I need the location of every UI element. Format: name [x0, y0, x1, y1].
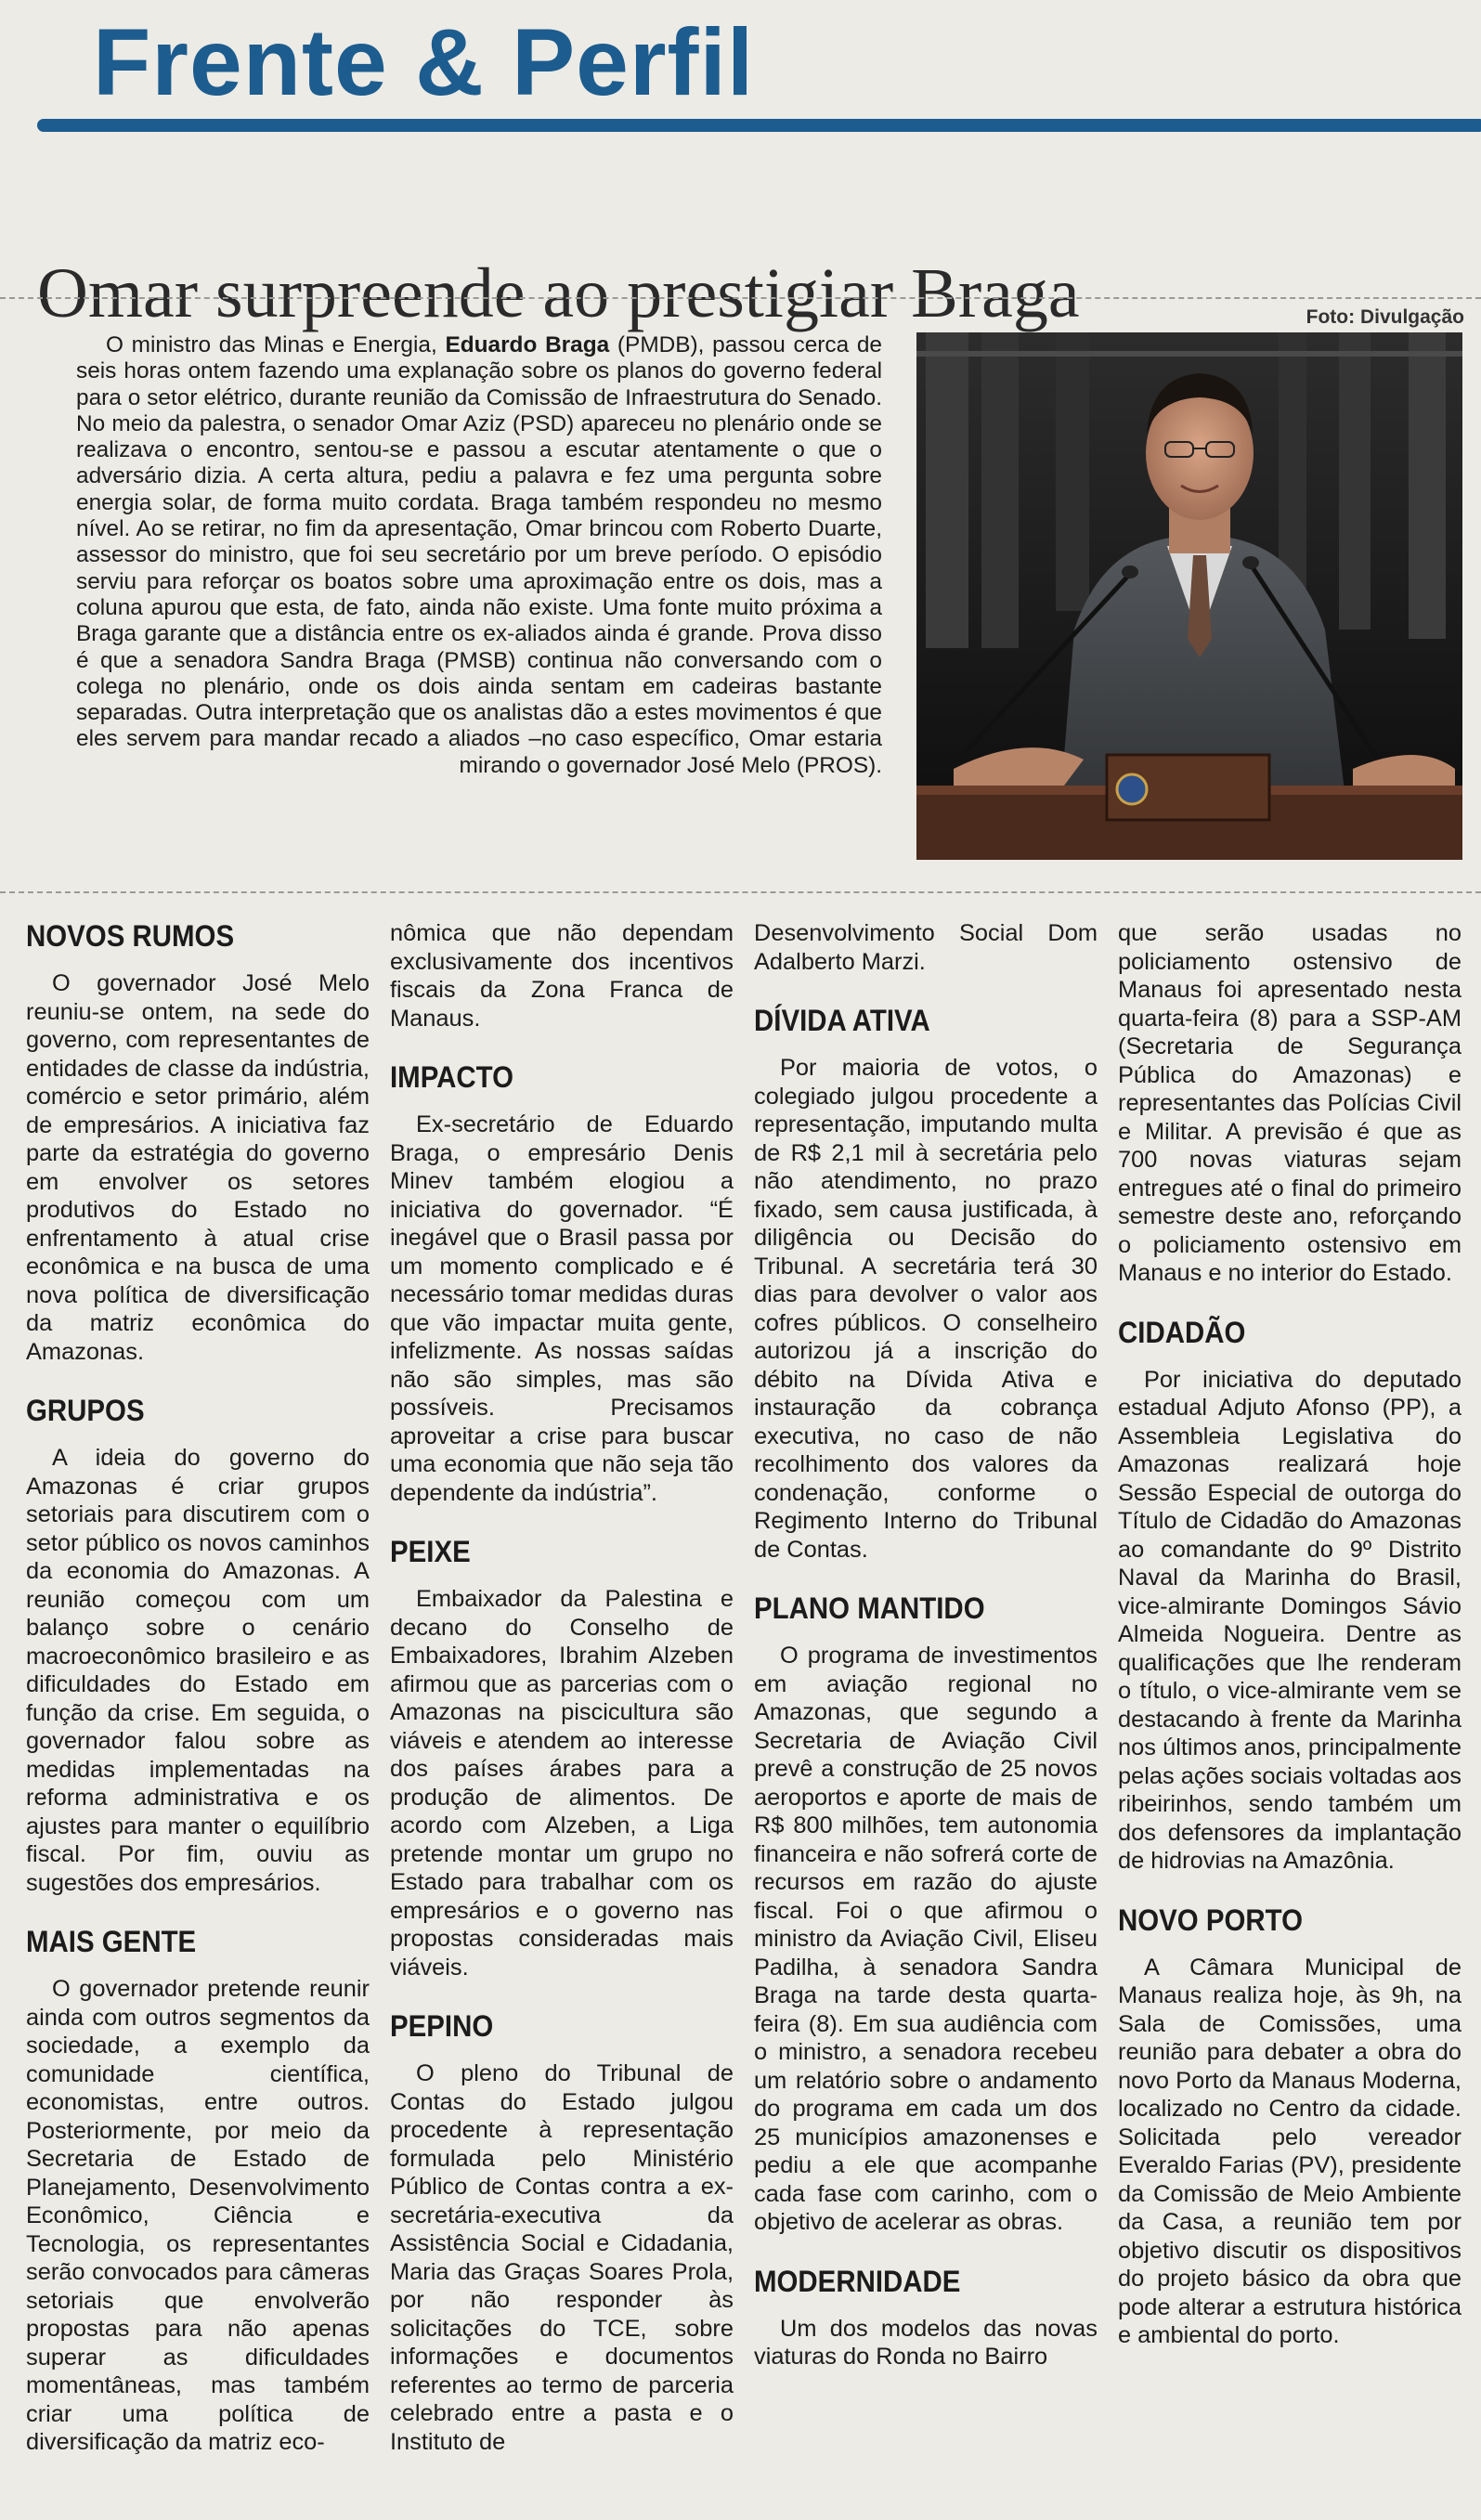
section-text-novos-rumos: O governador José Melo reuniu-se ontem, na sede do governo, com representantes de entidades de classe da indústria, comércio e setor primário, além de empresários. A iniciativa faz parte da estratégia do governo em envolver os setores produtivos do Estado no enfrentamento à atual crise econômica e na busca de uma nova política de diversificação da matriz econômica do Amazonas. — [26, 970, 370, 1365]
headline: Omar surpreende ao prestigiar Braga — [37, 253, 1080, 332]
lead-text-part2: (PMDB), passou cerca de seis horas ontem fazendo uma explanação sobre os planos do governo federal para o setor elétrico, durante reunião da Comissão de Infraestrutura do Senado. No meio da palestra, o senador Omar Aziz (PSD) apareceu no plenário onde se realizava o encontro, sentou-se e passou a escutar atentamente o que o adversário dizia. A certa altura, pediu a palavra e fez uma pergunta sobre energia solar, de forma muito cordata. Braga também respondeu no mesmo nível. Ao se retirar, no fim da apresentação, Omar brincou com Roberto Duarte, assessor do ministro, que foi seu secretário por um breve período. O episódio serviu para reforçar os boatos sobre uma aproximação entre os dois, mas a coluna apurou que esta, de fato, ainda não existe. Uma fonte muito próxima a Braga garante que a distância entre os ex-aliados ainda é grande. Prova disso é que a senadora Sandra Braga (PMSB) continua não conversando com o colega no plenário, onde os dois ainda sentam em cadeiras bastante separadas. Outra interpretação que os analistas dão a estes movimentos é que eles servem para mandar recado a aliados –no caso específico, Omar estaria mirando o governador José Melo (PROS). — [76, 332, 882, 778]
column-4 — [1118, 919, 1462, 2378]
continued-text-mais-gente: nômica que não dependam exclusivamente dos incentivos fiscais da Zona Franca de Manaus. — [390, 920, 734, 1032]
section-text-modernidade: Um dos modelos das novas viaturas do Ronda no Bairro — [754, 2315, 1098, 2370]
section-text-cidadao: Por iniciativa do deputado estadual Adjuto Afonso (PP), a Assembleia Legislativa do Amazonas realizará hoje Sessão Especial de outorga do Título de Cidadão do Amazonas ao comandante do 9º Distrito Naval da Marinha do Brasil, vice-almirante Domingos Sávio Almeida Nogueira. Dentre as qualificações que lhe renderam o título, o vice-almirante vem se destacando à frente da Marinha nos últimos anos, principalmente pelas ações sociais voltadas aos ribeirinhos, sendo também um dos defensores da implantação de hidrovias na Amazônia. — [1118, 1366, 1462, 1874]
section-heading-impacto: IMPACTO — [390, 1060, 514, 1094]
section-text-divida-ativa: Por maioria de votos, o colegiado julgou procedente a representação, imputando multa de R$ 2,1 mil à secretária pelo não atendimento, no prazo fixado, sem causa justificada, à diligência ou Decisão do Tribunal. A secretária terá 30 dias para devolver o valor aos cofres públicos. O conselheiro autorizou já a inscrição do débito na Dívida Ativa e instauração da cobrança executiva, no caso de não recolhimento dos valores da condenação, conforme o Regimento Interno do Tribunal de Contas. — [754, 1055, 1098, 1563]
continued-text-pepino: Desenvolvimento Social Dom Adalberto Marzi. — [754, 920, 1098, 975]
masthead — [74, 0, 1467, 139]
lead-paragraph — [76, 332, 882, 779]
senator-photo — [916, 332, 1462, 860]
section-text-plano-mantido: O programa de investimentos em aviação regional no Amazonas, que segundo a Secretaria de Aviação Civil prevê a construção de 25 novos aeroportos e aporte de mais de R$ 800 milhões, tem autonomia financeira e não sofrerá corte de recursos em razão do ajuste fiscal. Foi o que afirmou o ministro da Aviação Civil, Eliseu Padilha, à senadora Sandra Braga na tarde desta quarta-feira (8). Em sua audiência com o ministro, a senadora recebeu um relatório sobre o andamento do programa em cada um dos 25 municípios amazonenses e pediu a ele que acompanhe cada fase com carinho, com o objetivo de acelerar as obras. — [754, 1643, 1098, 2235]
continued-text-modernidade: que serão usadas no policiamento ostensivo de Manaus foi apresentado nesta quarta-feira (8) para a SSP-AM (Secretaria de Segurança Pública do Amazonas) e representantes das Polícias Civil e Militar. A previsão é que as 700 novas viaturas sejam entregues até o final do primeiro semestre deste ano, reforçando o policiamento ostensivo em Manaus e no interior do Estado. — [1118, 920, 1462, 1286]
section-heading-cidadao: CIDADÃO — [1118, 1315, 1246, 1349]
section-heading-divida-ativa: DÍVIDA ATIVA — [754, 1004, 930, 1037]
section-heading-mais-gente: MAIS GENTE — [26, 1925, 197, 1958]
lead-text-part1: O ministro das Minas e Energia, — [106, 332, 446, 357]
column-1 — [26, 919, 370, 2485]
section-text-novo-porto: A Câmara Municipal de Manaus realiza hoje, às 9h, na Sala de Comissões, uma reunião para debater a obra do novo Porto da Manaus Moderna, localizado no Centro da cidade. Solicitada pelo vereador Everaldo Farias (PV), presidente da Comissão de Meio Ambiente da Casa, a reunião tem por objetivo discutir os dispositivos do projeto básico da obra que pode alterar a estrutura histórica e ambiental do porto. — [1118, 1954, 1462, 2348]
section-heading-novos-rumos: NOVOS RUMOS — [26, 919, 235, 953]
section-heading-pepino: PEPINO — [390, 2009, 494, 2043]
section-heading-plano-mantido: PLANO MANTIDO — [754, 1591, 985, 1625]
photo-credit: Foto: Divulgação — [1306, 306, 1464, 328]
column-3 — [754, 919, 1098, 2399]
section-text-peixe: Embaixador da Palestina e decano do Conselho de Embaixadores, Ibrahim Alzeben afirmou que as parcerias com o Amazonas na piscicultura são viáveis e atendem ao interesse dos países árabes para a produção de alimentos. De acordo com Alzeben, a Liga pretende montar um grupo no Estado para trabalhar com os empresários e o governo nas propostas consideradas mais viáveis. — [390, 1586, 734, 1981]
section-heading-novo-porto: NOVO PORTO — [1118, 1903, 1304, 1937]
section-heading-peixe: PEIXE — [390, 1535, 471, 1568]
lead-name-bold: Eduardo Braga — [445, 332, 610, 357]
section-text-grupos: A ideia do governo do Amazonas é criar grupos setoriais para discutirem com o setor público os novos caminhos da economia do Amazonas. A reunião começou com um balanço sobre o cenário macroeconômico brasileiro e as dificuldades do Estado em função da crise. Em seguida, o governador falou sobre as medidas implementadas na reforma administrativa e os ajustes para manter o equilíbrio fiscal. Por fim, ouviu as sugestões dos empresários. — [26, 1445, 370, 1896]
section-heading-modernidade: MODERNIDADE — [754, 2264, 961, 2298]
section-text-pepino: O pleno do Tribunal de Contas do Estado julgou procedente à representação formulada pelo Ministério Público de Contas contra a ex-secretária-executiva da Assistência Social e Cidadania, Maria das Graças Soares Prola, por não responder às solicitações do TCE, sobre informações e documentos referentes ao termo de parceria celebrado entre a pasta e o Instituto de — [390, 2060, 734, 2455]
dashed-divider-top — [0, 297, 1481, 299]
column-2 — [390, 919, 734, 2484]
section-heading-grupos: GRUPOS — [26, 1394, 145, 1427]
section-text-mais-gente: O governador pretende reunir ainda com outros segmentos da sociedade, a exemplo da comunidade científica, economistas, entre outros. Posteriormente, por meio da Secretaria de Estado de Planejamento, Desenvolvimento Econômico, Ciência e Tecnologia, os representantes serão convocados para câmeras setoriais que envolverão propostas para não apenas superar as dificuldades momentâneas, mas também criar uma política de diversificação da matriz eco- — [26, 1976, 370, 2455]
section-title: Frente & Perfil — [93, 9, 755, 115]
masthead-rule — [37, 119, 1481, 132]
section-text-impacto: Ex-secretário de Eduardo Braga, o empresário Denis Minev também elogiou a iniciativa do governador. “É inegável que o Brasil passa por um momento complicado e é necessário tomar medidas duras que vão impactar muita gente, infelizmente. As nossas saídas não são simples, mas são possíveis. Precisamos aproveitar a crise para buscar uma economia que não seja tão dependente da indústria”. — [390, 1111, 734, 1506]
photo-illustration — [916, 332, 1462, 860]
dashed-divider-columns — [0, 891, 1481, 893]
